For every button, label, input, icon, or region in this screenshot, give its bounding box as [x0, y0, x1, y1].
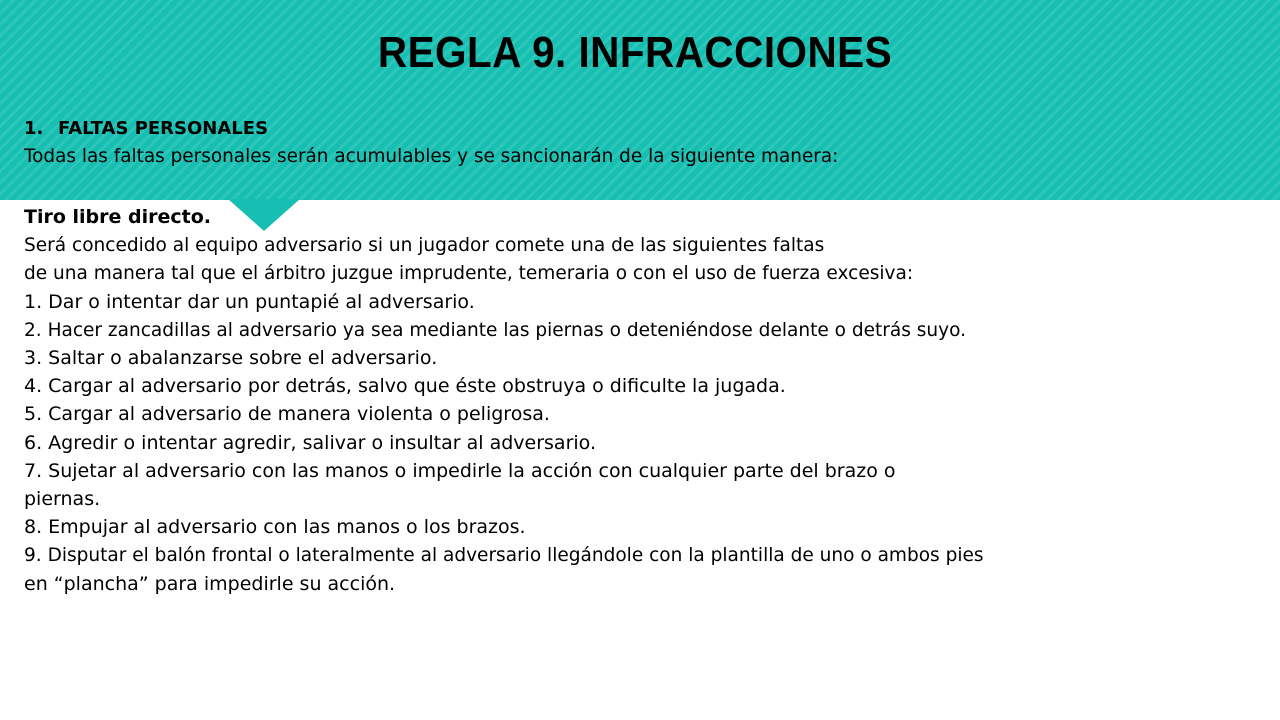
body-line: Será concedido al equipo adversario si un jugador comete una de las siguientes faltas	[24, 234, 825, 257]
rules-body	[24, 203, 1264, 598]
section-number: 1.	[24, 118, 44, 139]
section-intro: Todas las faltas personales serán acumulables y se sancionarán de la siguiente manera:	[24, 145, 839, 167]
subsection-heading: Tiro libre directo.	[24, 206, 211, 228]
rule-item: 1. Dar o intentar dar un puntapié al adversario.	[24, 290, 475, 313]
rule-item-continuation: piernas.	[24, 488, 101, 511]
section-heading-text: FALTAS PERSONALES	[58, 118, 269, 139]
section-heading	[24, 118, 268, 139]
rule-item: 4. Cargar al adversario por detrás, salvo que éste obstruya o dificulte la jugada.	[24, 375, 786, 398]
body-line: de una manera tal que el árbitro juzgue imprudente, temeraria o con el uso de fuerza excesiva:	[24, 262, 914, 285]
rule-item: 5. Cargar al adversario de manera violenta o peligrosa.	[24, 403, 550, 426]
rule-item: 6. Agredir o intentar agredir, salivar o insultar al adversario.	[24, 431, 596, 454]
slide-title: REGLA 9. INFRACCIONES	[377, 28, 893, 77]
rule-item: 2. Hacer zancadillas al adversario ya sea mediante las piernas o deteniéndose delante o detrás suyo.	[24, 318, 967, 341]
rule-item-continuation: en “plancha” para impedirle su acción.	[24, 572, 396, 595]
rule-item: 3. Saltar o abalanzarse sobre el adversario.	[24, 347, 438, 370]
rule-item: 9. Disputar el balón frontal o lateralmente al adversario llegándole con la plantilla de uno o ambos pies	[24, 544, 984, 567]
rule-item: 8. Empujar al adversario con las manos o los brazos.	[24, 516, 526, 539]
rule-item: 7. Sujetar al adversario con las manos o impedirle la acción con cualquier parte del brazo o	[24, 459, 896, 482]
